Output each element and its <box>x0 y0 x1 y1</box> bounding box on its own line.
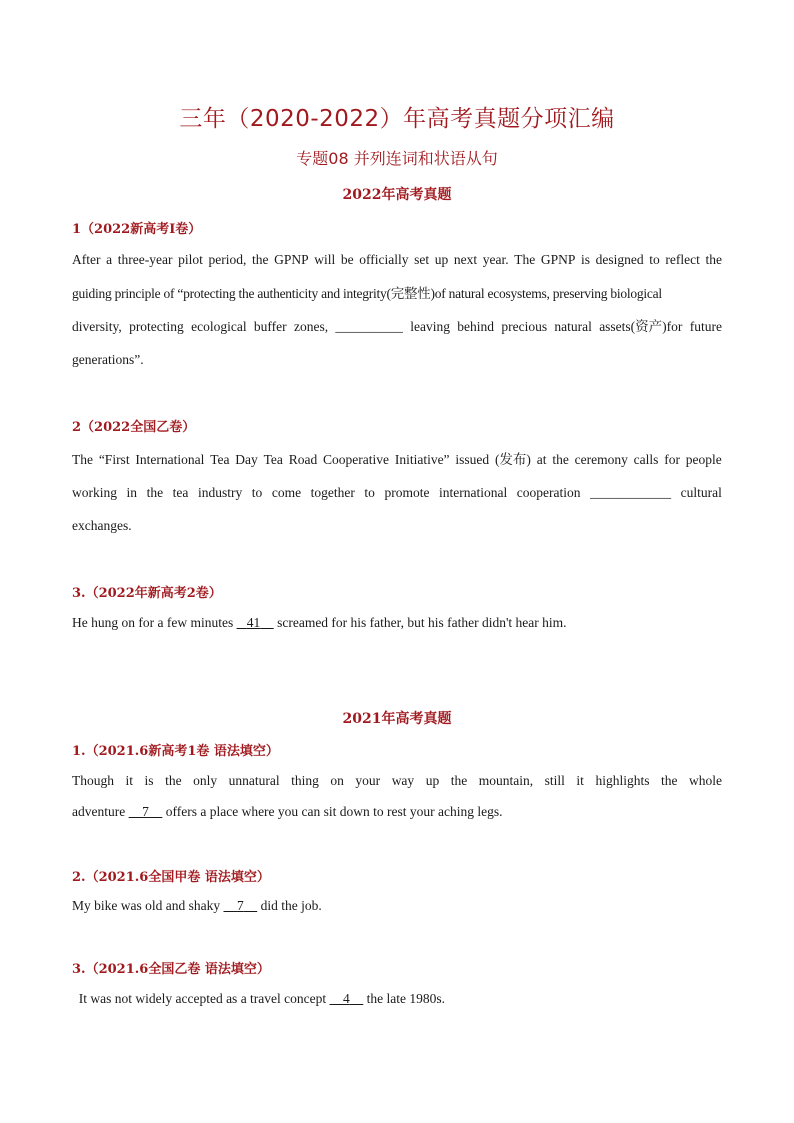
word: period, <box>208 252 247 267</box>
word: the <box>705 252 722 267</box>
word: calls <box>633 452 659 467</box>
question-text: He hung on for a few minutes <box>72 615 237 630</box>
word: protecting <box>129 319 184 334</box>
word: together <box>310 485 355 500</box>
word: issued <box>455 452 490 467</box>
word: Road <box>288 452 318 467</box>
word: come <box>271 485 302 500</box>
word: GPNP <box>540 252 576 267</box>
question-text: adventure <box>72 804 129 819</box>
word: thing <box>291 773 319 788</box>
question-text: offers a place where you can sit down to rest your aching legs. <box>162 804 503 819</box>
word: for <box>664 452 680 467</box>
answer-blank: 41 <box>246 615 261 630</box>
section-heading-2021: 2021年高考真题 <box>342 711 452 727</box>
word: __________ <box>335 319 403 334</box>
question-label: 1（2022新高考I卷） <box>72 222 202 237</box>
word: people <box>685 452 722 467</box>
question-text-line <box>72 989 722 1009</box>
word: Though <box>72 773 114 788</box>
word: zones, <box>293 319 329 334</box>
word: next <box>453 252 478 267</box>
word: in <box>126 485 138 500</box>
question-text-line <box>72 450 722 470</box>
question-text-line: guiding principle of “protecting the authenticity and integrity(完整性)of natural ecosystems, preserving biological <box>72 286 662 301</box>
question-label: 1.（2021.6新高考1卷 语法填空） <box>72 744 279 759</box>
word: your <box>355 773 381 788</box>
answer-blank: 7 <box>142 804 149 819</box>
word: The <box>514 252 536 267</box>
word: only <box>193 773 218 788</box>
word: it <box>125 773 134 788</box>
word: to <box>364 485 375 500</box>
word: ceremony <box>574 452 628 467</box>
word: leaving <box>410 319 450 334</box>
word: whole <box>688 773 722 788</box>
word: Tea <box>263 452 283 467</box>
word: is <box>581 252 591 267</box>
page-subtitle: 专题08 并列连词和状语从句 <box>296 149 498 168</box>
word: still <box>544 773 565 788</box>
word: precious <box>501 319 548 334</box>
question-label: 2（2022全国乙卷） <box>72 420 196 435</box>
word: ____________ <box>590 485 672 500</box>
word: After <box>72 252 101 267</box>
word: the <box>251 252 269 267</box>
word: a <box>106 252 113 267</box>
page-title: 三年（2020-2022）年高考真题分项汇编 <box>179 106 615 132</box>
word: officially <box>359 252 409 267</box>
word: to <box>251 485 263 500</box>
question-text-line <box>72 483 722 503</box>
question-text-line: exchanges. <box>72 518 132 533</box>
word: at <box>536 452 547 467</box>
word: diversity, <box>72 319 122 334</box>
word: Initiative” <box>394 452 450 467</box>
word: the <box>146 485 164 500</box>
word: on <box>330 773 344 788</box>
word: international <box>439 485 508 500</box>
word: is <box>144 773 154 788</box>
word: unnatural <box>228 773 280 788</box>
word: tea <box>172 485 189 500</box>
word: International <box>135 452 205 467</box>
question-text: It was not widely accepted as a travel concept <box>72 991 330 1006</box>
word: Cooperative <box>323 452 390 467</box>
word: set <box>414 252 430 267</box>
question-label: 2.（2021.6全国甲卷 语法填空） <box>72 870 270 885</box>
word: industry <box>197 485 243 500</box>
word: it <box>576 773 584 788</box>
question-text-line <box>72 896 722 916</box>
word: the <box>660 773 678 788</box>
section-heading-2022: 2022年高考真题 <box>342 187 452 203</box>
question-text: screamed for his father, but his father didn't hear him. <box>273 615 567 630</box>
question-label: 3.（2022年新高考2卷） <box>72 586 222 601</box>
word: up <box>425 773 440 788</box>
question-text-line <box>72 802 722 822</box>
word: highlights <box>595 773 650 788</box>
word: Day <box>235 452 258 467</box>
word: reflect <box>665 252 700 267</box>
word: designed <box>595 252 644 267</box>
word: cooperation <box>516 485 581 500</box>
word: three-year <box>117 252 173 267</box>
question-text-line <box>72 317 722 337</box>
word: Tea <box>210 452 230 467</box>
word: The <box>72 452 93 467</box>
answer-blank: 4 <box>343 991 350 1006</box>
word: cultural <box>680 485 722 500</box>
answer-blank: 7 <box>236 898 244 913</box>
word: will <box>314 252 336 267</box>
word: “First <box>98 452 130 467</box>
question-label: 3.（2021.6全国乙卷 语法填空） <box>72 962 270 977</box>
word: be <box>340 252 354 267</box>
question-text: the late 1980s. <box>363 991 445 1006</box>
word: working <box>72 485 117 500</box>
question-text: My bike was old and shaky <box>72 898 224 913</box>
word: pilot <box>178 252 203 267</box>
word: behind <box>457 319 495 334</box>
word: natural <box>554 319 592 334</box>
question-text-line <box>72 250 722 270</box>
word: way <box>391 773 415 788</box>
question-text-line <box>72 613 722 633</box>
word: the <box>450 773 468 788</box>
word: assets(资产)for <box>599 319 683 334</box>
word: mountain, <box>478 773 534 788</box>
word: to <box>649 252 660 267</box>
word: promote <box>384 485 430 500</box>
word: GPNP <box>274 252 309 267</box>
question-text: did the job. <box>257 898 322 913</box>
word: year. <box>482 252 509 267</box>
question-text-line <box>72 771 722 791</box>
word: up <box>434 252 449 267</box>
word: (发布) <box>494 452 531 467</box>
word: the <box>552 452 569 467</box>
word: buffer <box>253 319 287 334</box>
word: future <box>689 319 722 334</box>
word: the <box>165 773 182 788</box>
question-text-line: generations”. <box>72 352 144 367</box>
word: ecological <box>191 319 247 334</box>
